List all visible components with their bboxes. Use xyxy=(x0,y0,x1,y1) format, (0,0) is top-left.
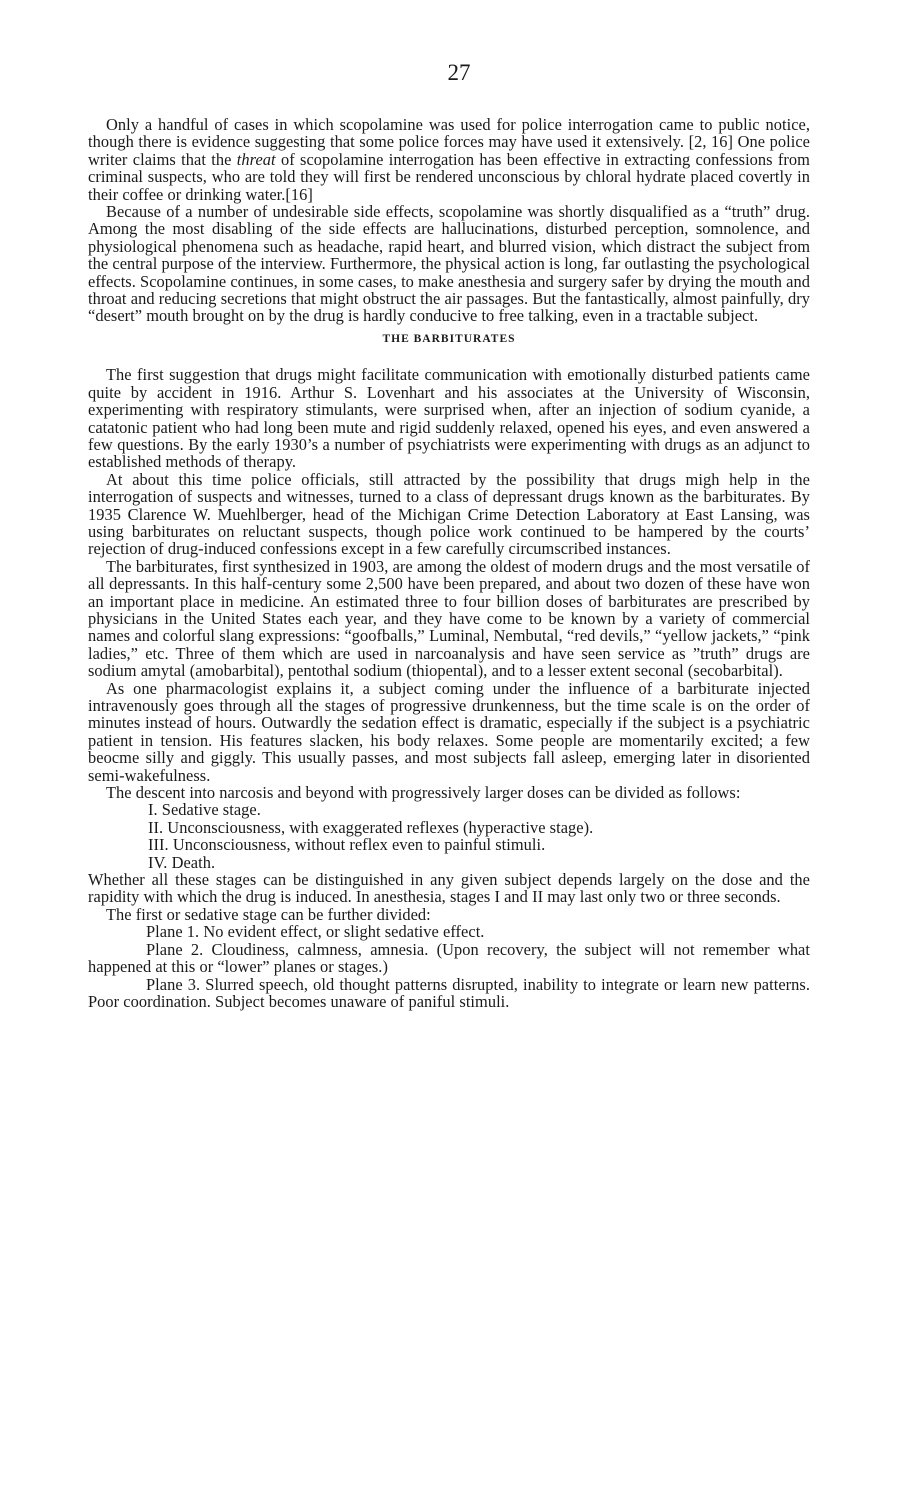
paragraph-text: Only a handful of cases in which scopolamine was used for police interrogation came to public notice, though there is evidence suggesting that some police forces may have used it extensively. [2, 16] One police writer claims that the xyxy=(88,115,810,169)
paragraph-first-suggestion: The first suggestion that drugs might facilitate communication with emotionally disturbed patients came quite by accident in 1916. Arthur S. Lovenhart and his associates at the University of Wisconsin, experimenting with respiratory stimulants, were surprised when, after an injection of sodium cyanide, a catatonic patient who had long been mute and rigid suddenly relaxed, opened his eyes, and even answered a few questions. By the early 1930’s a number of psychiatrists were experimenting with drugs as an adjunct to established methods of therapy. xyxy=(88,365,810,472)
paragraph-scopolamine-cases xyxy=(88,116,810,203)
section-heading-barbiturates: THE BARBITURATES xyxy=(382,332,516,345)
document-page xyxy=(88,60,810,1010)
stage-item: III. Unconsciousness, without reflex even to painful stimuli. xyxy=(148,835,546,855)
paragraph-text: of scopolamine interrogation has been effective in extracting confessions from criminal suspects, who are told they will first be rendered unconscious by chloral hydrate placed covertly in their coffee or drinking water.[16] xyxy=(88,149,810,204)
paragraph-pharmacologist: As one pharmacologist explains it, a subject coming under the influence of a barbiturate injected intravenously goes through all the stages of progressive drunkenness, but the time scale is on the order of minutes instead of hours. Outwardly the sedation effect is dramatic, especially if the subject is a psychiatric patient in tension. His features slacken, his body relaxes. Some people are momentarily excited; a few beocme silly and giggly. This usually passes, and most subjects fall asleep, emerging later in disoriented semi-wakefulness. xyxy=(88,678,810,785)
paragraph-descent: The descent into narcosis and beyond with progressively larger doses can be divided as follows: xyxy=(106,783,741,803)
plane-item: Plane 1. No evident effect, or slight sedative effect. xyxy=(146,922,485,942)
paragraph-barbiturates-history: The barbiturates, first synthesized in 1903, are among the oldest of modern drugs and the most versatile of all depressants. In this half-century some 2,500 have been prepared, and about two dozen of these have won an important place in medicine. An estimated three to four billion doses of barbiturates are prescribed by physicians in the United States each year, and they have come to be known by a variety of commercial names and colorful slang expressions: “goofballs,” Luminal, Nembutal, “red devils,” “yellow jackets,” “pink ladies,” etc. Three of them which are used in narcoanalysis and have seen service as ”truth” drugs are sodium amytal (amobarbital), pentothal sodium (thiopental), and to a lesser extent seconal (secobarbital). xyxy=(88,556,810,681)
paragraph-police-officials: At about this time police officials, still attracted by the possibility that drugs migh help in the interrogation of suspects and witnesses, turned to a class of depressant drugs known as the barbiturates. By 1935 Clarence W. Muehlberger, head of the Michigan Crime Detection Laboratory at East Lansing, was using barbiturates on reluctant suspects, though police work continued to be hampered by the courts’ rejection of drug-induced confessions except in a few carefully circumscribed instances. xyxy=(88,469,810,559)
paragraph-sedative-division: The first or sedative stage can be further divided: xyxy=(106,904,431,924)
stage-item: II. Unconsciousness, with exaggerated reflexes (hyperactive stage). xyxy=(148,817,594,837)
document-body xyxy=(88,116,810,1010)
planes-list xyxy=(88,923,810,1010)
paragraph-stages-distinguished: Whether all these stages can be distinguished in any given subject depends largely on the dose and the rapidity with which the drug is induced. In anesthesia, stages I and II may last only two or three seconds. xyxy=(88,870,810,907)
plane-item: Plane 3. Slurred speech, old thought patterns disrupted, inability to integrate or learn new patterns. Poor coordination. Subject becomes unaware of paniful stimuli. xyxy=(88,974,810,1011)
paragraph-side-effects: Because of a number of undesirable side effects, scopolamine was shortly disqualified as a “truth” drug. Among the most disabling of the side effects are hallucinations, disturbed perception, somnolence, and physiological phenomena such as headache, rapid heart, and blurred vision, which distract the subject from the central purpose of the interview. Furthermore, the physical action is long, far outlasting the psychological effects. Scopolamine continues, in some cases, to make anesthesia and surgery safer by drying the mouth and throat and reducing secretions that might obstruct the air passages. But the fantastically, almost painfully, dry “desert” mouth brought on by the drug is hardly conducive to free talking, even in a tractable subject. xyxy=(88,202,810,326)
plane-item: Plane 2. Cloudiness, calmness, amnesia. (Upon recovery, the subject will not remember what happened at this or “lower” planes or stages.) xyxy=(88,939,810,977)
stage-item: I. Sedative stage. xyxy=(148,800,261,820)
stages-list xyxy=(88,801,810,871)
emphasis-threat: threat xyxy=(236,149,276,169)
stage-item: IV. Death. xyxy=(148,852,216,872)
page-number: 27 xyxy=(447,60,471,85)
